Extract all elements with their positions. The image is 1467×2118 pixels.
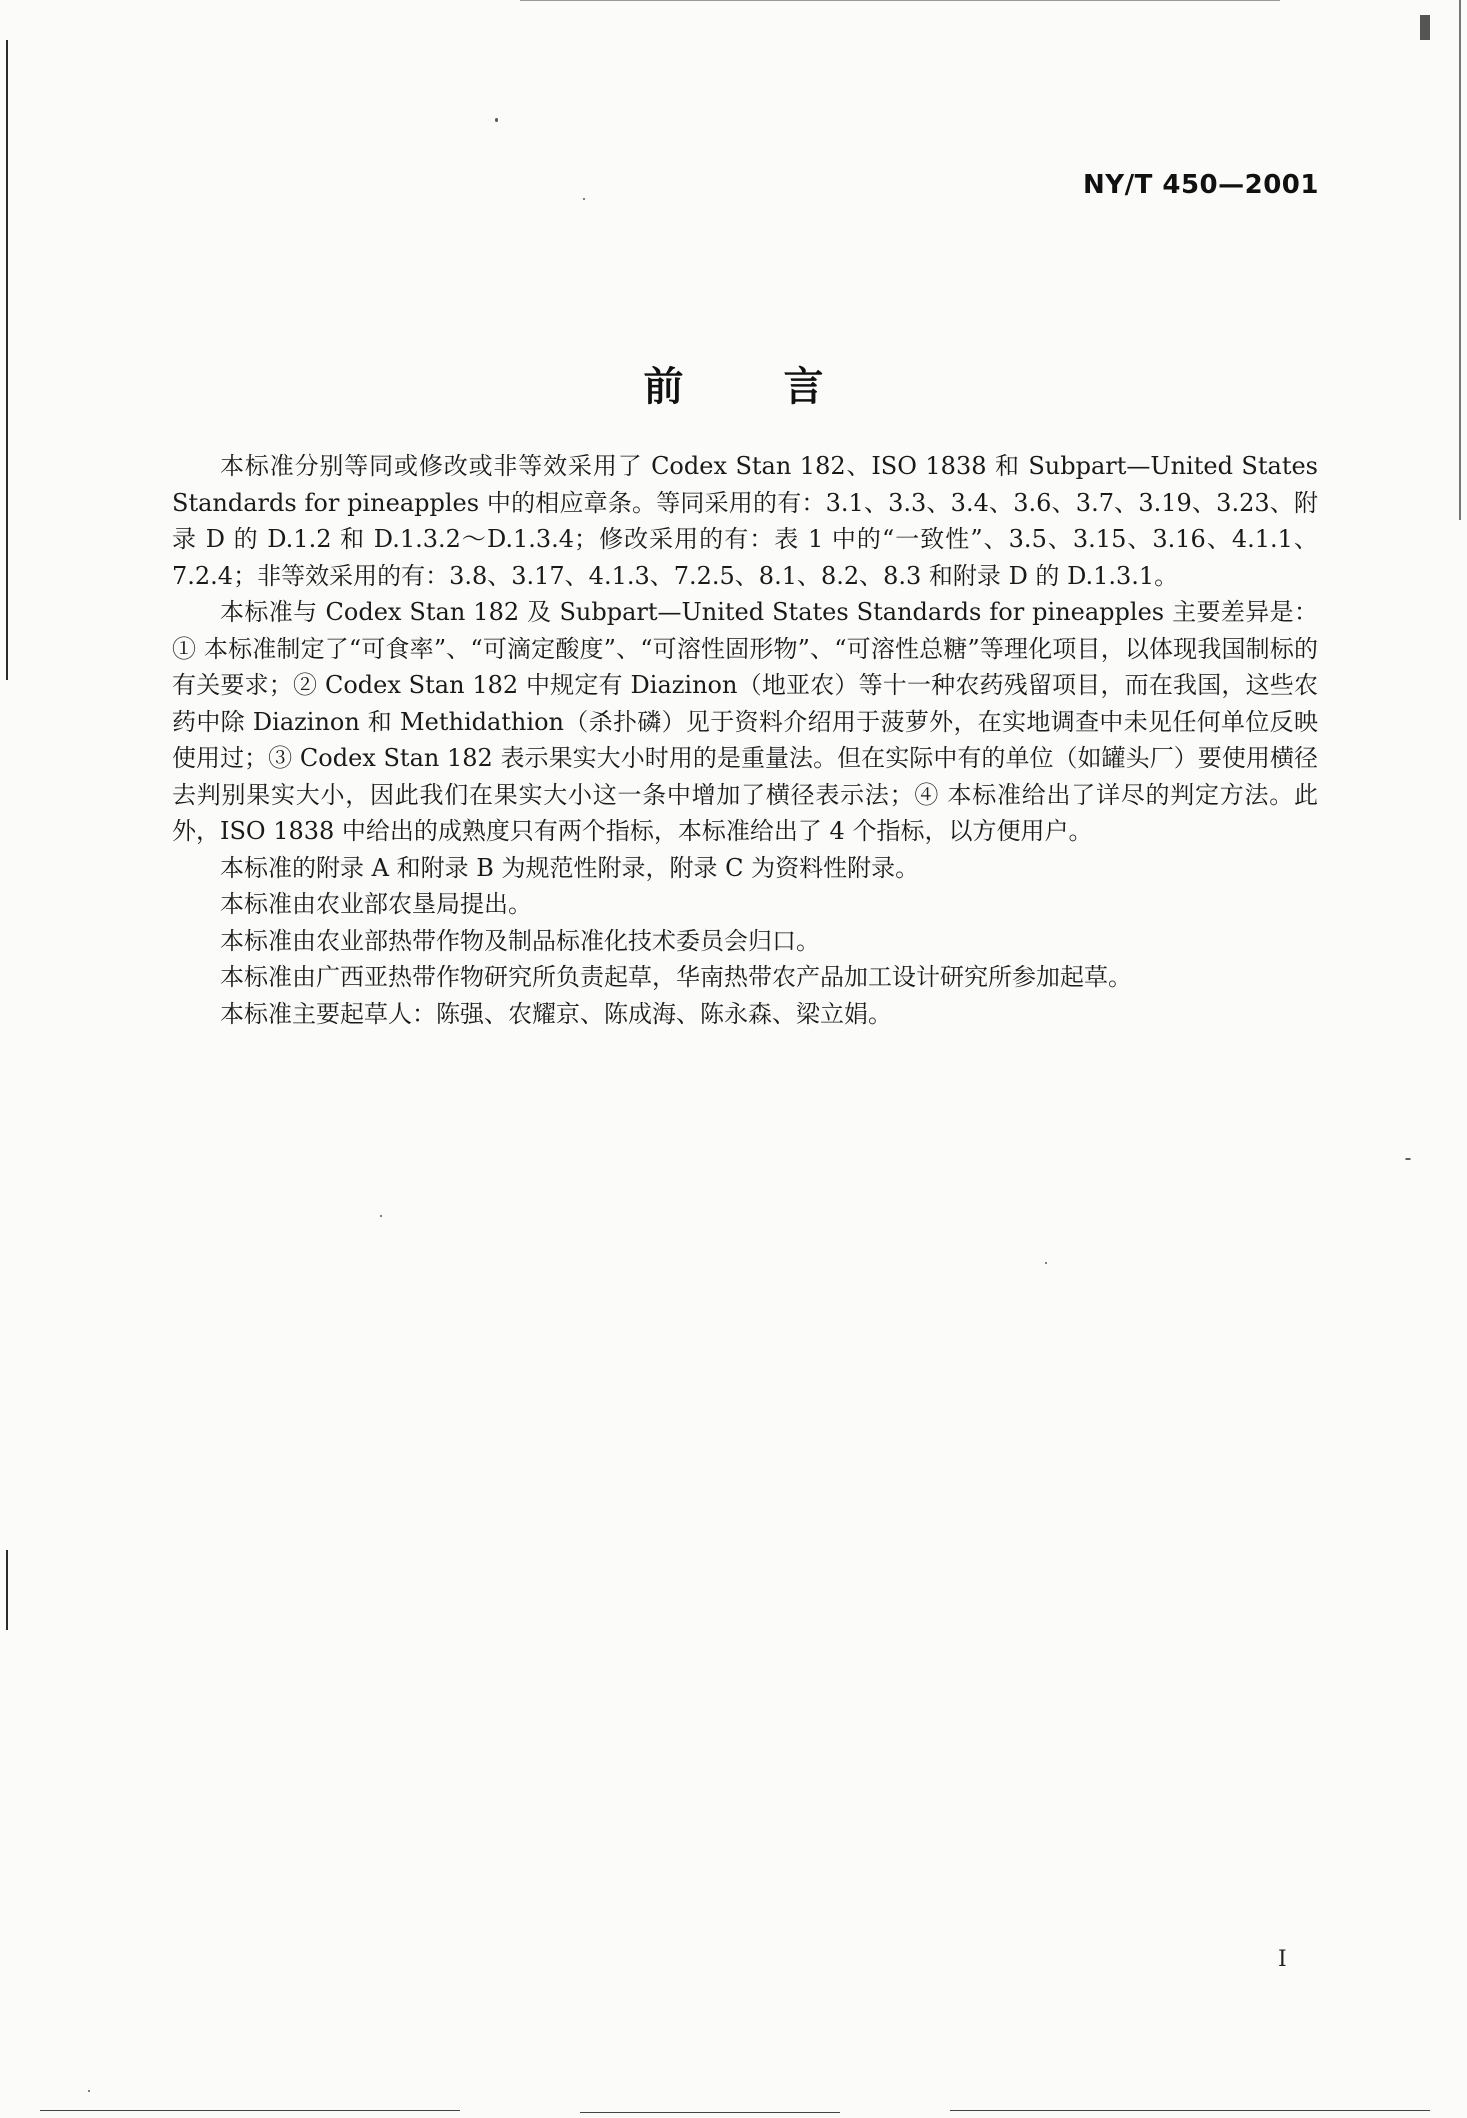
scan-bottom-rule	[580, 2112, 840, 2113]
scan-speck	[88, 2090, 90, 2092]
paragraph-centralized: 本标准由农业部热带作物及制品标准化技术委员会归口。	[220, 926, 820, 955]
paragraph-annexes: 本标准的附录 A 和附录 B 为规范性附录，附录 C 为资料性附录。	[220, 853, 920, 882]
scan-speck	[380, 1215, 382, 1217]
scan-bottom-rule	[950, 2110, 1430, 2111]
page-number: I	[1278, 1947, 1287, 1972]
paragraph-drafting-units: 本标准由广西亚热带作物研究所负责起草，华南热带农产品加工设计研究所参加起草。	[220, 963, 1132, 991]
standard-code: NY/T 450—2001	[1082, 170, 1319, 200]
scan-bottom-rule	[40, 2110, 460, 2111]
paragraph-adoption: 本标准分别等同或修改或非等效采用了 Codex Stan 182、ISO 1838 和 Subpart—United States Standards for pineapples 中的相应章条。等同采用的有：3.1、3.3、3.4、3.6、3.7、3.19、3.23、附录 D 的 D.1.2 和 D.1.3.2～D.1.3.4；修改采用的有：表 1 中的“一致性”、3.5、3.15、3.16、4.1.1、7.2.4；非等效采用的有：3.8、3.17、4.1.3、7.2.5、8.1、8.2、8.3 和附录 D 的 D.1.3.1。	[172, 452, 1318, 590]
scan-speck	[583, 198, 585, 200]
scan-speck	[1045, 1262, 1047, 1264]
scan-edge-right-mark	[1420, 15, 1430, 40]
foreword-body	[172, 448, 1318, 1032]
scan-speck	[495, 118, 498, 122]
scan-edge-top	[520, 0, 1280, 1]
paragraph-differences: 本标准与 Codex Stan 182 及 Subpart—United States Standards for pineapples 主要差异是：① 本标准制定了“可食率”、“可滴定酸度”、“可溶性固形物”、“可溶性总糖”等理化项目，以体现我国制标的有关要求；② Codex Stan 182 中规定有 Diazinon（地亚农）等十一种农药残留项目，而在我国，这些农药中除 Diazinon 和 Methidathion（杀扑磷）见于资料介绍用于菠萝外，在实地调查中未见任何单位反映使用过；③ Codex Stan 182 表示果实大小时用的是重量法。但在实际中有的单位（如罐头厂）要使用横径去判别果实大小，因此我们在果实大小这一条中增加了横径表示法；④ 本标准给出了详尽的判定方法。此外，ISO 1838 中给出的成熟度只有两个指标，本标准给出了 4 个指标，以方便用户。	[172, 598, 1318, 845]
paragraph-proposer: 本标准由农业部农垦局提出。	[220, 890, 532, 918]
scan-edge-left-lower	[6, 1550, 8, 1630]
paragraph-drafters: 本标准主要起草人：陈强、农耀京、陈成海、陈永森、梁立娟。	[220, 999, 892, 1028]
scan-speck	[1405, 1158, 1411, 1160]
page-title: 前言	[643, 364, 924, 410]
scan-edge-right	[1459, 0, 1461, 520]
